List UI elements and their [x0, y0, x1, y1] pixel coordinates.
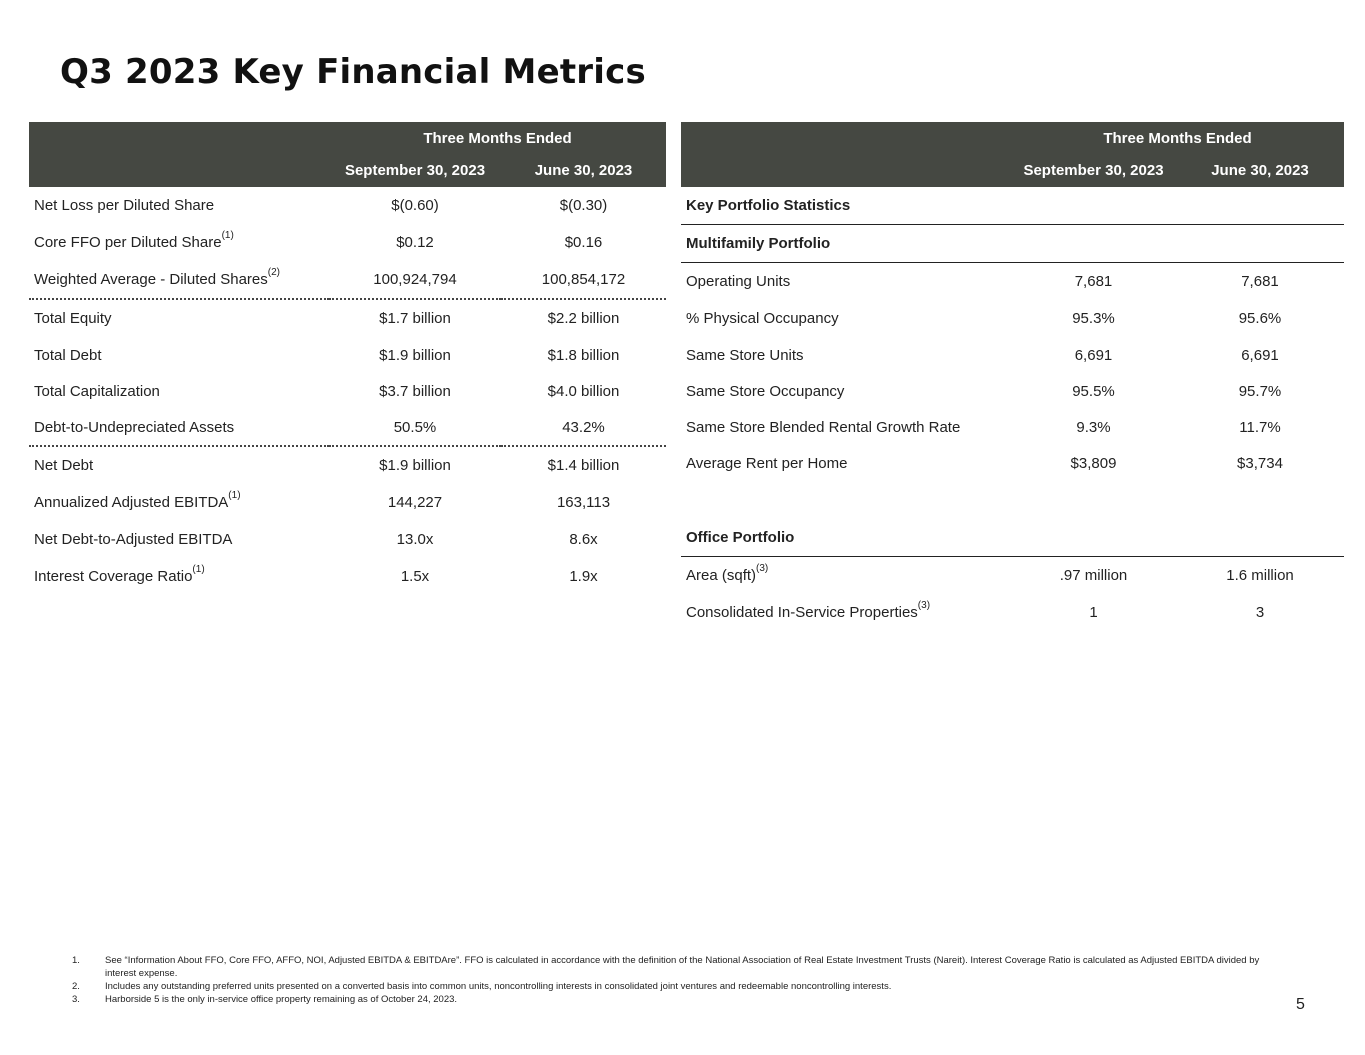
row-value-jun: 6,691	[1241, 346, 1279, 364]
row-value-sep: 9.3%	[1076, 418, 1111, 436]
row-value-jun: 1.6 million	[1226, 567, 1294, 584]
header-jun-2023: June 30, 2023	[501, 154, 666, 187]
row-value-jun: $(0.30)	[559, 197, 608, 214]
row-label: Consolidated In-Service Properties$^{(3)}$	[686, 600, 931, 621]
spacer-row	[681, 482, 1344, 519]
row-value-sep: $0.12	[396, 234, 434, 251]
table-header-row	[29, 154, 666, 187]
section-multifamily-portfolio	[681, 225, 1344, 263]
table-row	[681, 557, 1344, 595]
footnote-item	[72, 954, 1262, 980]
row-value-sep: $1.9 billion	[379, 457, 451, 474]
section-label: Multifamily Portfolio	[681, 225, 1344, 263]
row-value-jun: $0.16	[564, 234, 603, 251]
row-value-jun: $1.4 billion	[547, 457, 620, 474]
header-three-months-ended: Three Months Ended	[1011, 122, 1344, 154]
row-value-sep: 1.5x	[400, 568, 430, 585]
table-row	[29, 409, 666, 446]
row-label: Average Rent per Home	[686, 455, 848, 472]
page-number: 5	[1296, 996, 1305, 1013]
row-value-sep: $1.7 billion	[379, 310, 451, 327]
footnote-text: Includes any outstanding preferred units presented on a converted basis into common units, noncontrolling interests in consolidated joint ventures and redeemable noncontrolling interests.	[105, 981, 892, 992]
row-value-jun: 95.7%	[1238, 382, 1282, 400]
row-value-jun: 1.9x	[569, 568, 598, 585]
table-row	[29, 224, 666, 261]
table-row	[29, 337, 666, 373]
row-value-sep: $1.9 billion	[379, 346, 451, 364]
footnote-item	[72, 980, 1262, 993]
row-label: Same Store Units	[686, 346, 804, 364]
table-row	[681, 263, 1344, 301]
footnotes	[72, 954, 1262, 1006]
row-value-jun: 11.7%	[1239, 418, 1281, 436]
table-header-group-row	[29, 122, 666, 154]
row-label: Same Store Occupancy	[686, 382, 845, 400]
row-value-jun: 7,681	[1241, 273, 1279, 290]
row-value-jun: $4.0 billion	[547, 382, 620, 400]
header-sep-2023: September 30, 2023	[1011, 154, 1176, 187]
footnote-ref: (3)	[917, 600, 931, 611]
row-value-sep: 13.0x	[396, 531, 434, 548]
row-value-jun: 100,854,172	[501, 261, 666, 299]
row-value-sep: 6,691	[1074, 346, 1113, 364]
row-value-jun: $1.8 billion	[547, 346, 620, 364]
row-label: Area (sqft)$^{(3)}$	[686, 563, 769, 584]
row-value-sep: $3.7 billion	[379, 382, 451, 400]
row-label: Annualized Adjusted EBITDA$^{(1)}$	[34, 490, 241, 511]
row-value-jun: 8.6x	[569, 531, 598, 548]
row-label: Total Equity	[34, 310, 112, 327]
row-value-jun: 95.6%	[1238, 310, 1282, 327]
row-label: Debt-to-Undepreciated Assets	[29, 409, 329, 446]
section-office-portfolio	[681, 519, 1344, 557]
table-row	[681, 300, 1344, 337]
page-title: Q3 2023 Key Financial Metrics	[60, 52, 646, 92]
footnote-text: See “Information About FFO, Core FFO, AFFO, NOI, Adjusted EBITDA & EBITDAre”. FFO is calculated in accordance with the definition of the National Association of Real Estate Investment Trusts (Nareit). Interest Coverage Ratio is calculated as Adjusted EBITDA divided by interest expense.	[105, 955, 1260, 979]
row-value-jun: 163,113	[556, 494, 611, 511]
header-sep-2023: September 30, 2023	[329, 154, 501, 187]
table-row	[681, 409, 1344, 445]
row-value-sep: $(0.60)	[391, 197, 439, 214]
row-label: Interest Coverage Ratio$^{(1)}$	[34, 564, 205, 585]
footnote-ref: (2)	[267, 267, 280, 278]
row-value-jun: $2.2 billion	[547, 310, 620, 327]
header-three-months-ended: Three Months Ended	[329, 122, 666, 154]
footnote-ref: (3)	[756, 563, 769, 574]
table-header-row	[681, 154, 1344, 187]
table-row	[29, 187, 666, 224]
table-header-group-row	[681, 122, 1344, 154]
footnote-number: 1.	[72, 955, 80, 966]
row-label: Net Debt	[34, 457, 94, 474]
table-row	[681, 373, 1344, 409]
footnote-ref: (1)	[192, 564, 205, 575]
row-label: Total Debt	[34, 346, 102, 364]
table-row	[29, 299, 666, 337]
table-row	[29, 373, 666, 409]
footnote-number: 2.	[72, 981, 80, 992]
row-value-sep: 144,227	[387, 494, 443, 511]
row-label: Operating Units	[686, 273, 791, 290]
row-label: % Physical Occupancy	[686, 310, 839, 327]
table-row	[681, 594, 1344, 631]
row-value-sep: $3,809	[1070, 455, 1117, 472]
footnote-item	[72, 993, 1262, 1006]
row-label: Core FFO per Diluted Share$^{(1)}$	[34, 230, 234, 251]
row-value-sep: 7,681	[1074, 273, 1113, 290]
row-value-sep: 1	[1089, 604, 1098, 621]
row-value-sep: .97 million	[1059, 567, 1128, 584]
header-jun-2023: June 30, 2023	[1176, 154, 1344, 187]
table-row	[29, 521, 666, 558]
row-label: Weighted Average - Diluted Shares$^{(2)}$	[29, 261, 329, 299]
row-label: Same Store Blended Rental Growth Rate	[686, 418, 961, 436]
row-value-sep: 95.5%	[1072, 382, 1115, 400]
table-row	[29, 446, 666, 484]
footnote-number: 3.	[72, 994, 80, 1005]
table-row	[29, 484, 666, 521]
row-label: Net Loss per Diluted Share	[34, 197, 215, 214]
financial-metrics-table	[29, 122, 666, 595]
row-label: Total Capitalization	[34, 382, 160, 400]
row-value-jun: 43.2%	[501, 409, 666, 446]
portfolio-statistics-table	[681, 122, 1344, 631]
section-label: Key Portfolio Statistics	[681, 187, 1344, 225]
row-value-sep: 95.3%	[1072, 310, 1115, 327]
row-value-jun: $3,734	[1237, 455, 1283, 472]
footnote-text: Harborside 5 is the only in-service office property remaining as of October 24, 2023.	[105, 994, 458, 1005]
footnote-ref: (1)	[228, 490, 241, 501]
table-row	[29, 558, 666, 595]
table-row	[29, 261, 666, 299]
section-label: Office Portfolio	[681, 519, 1344, 557]
row-value-jun: 3	[1255, 604, 1265, 621]
table-row	[681, 445, 1344, 482]
row-value-sep: 50.5%	[329, 409, 501, 446]
row-value-sep: 100,924,794	[329, 261, 501, 299]
section-key-portfolio-statistics	[681, 187, 1344, 225]
table-row	[681, 337, 1344, 373]
footnote-ref: (1)	[221, 230, 234, 241]
row-label: Net Debt-to-Adjusted EBITDA	[34, 531, 233, 548]
